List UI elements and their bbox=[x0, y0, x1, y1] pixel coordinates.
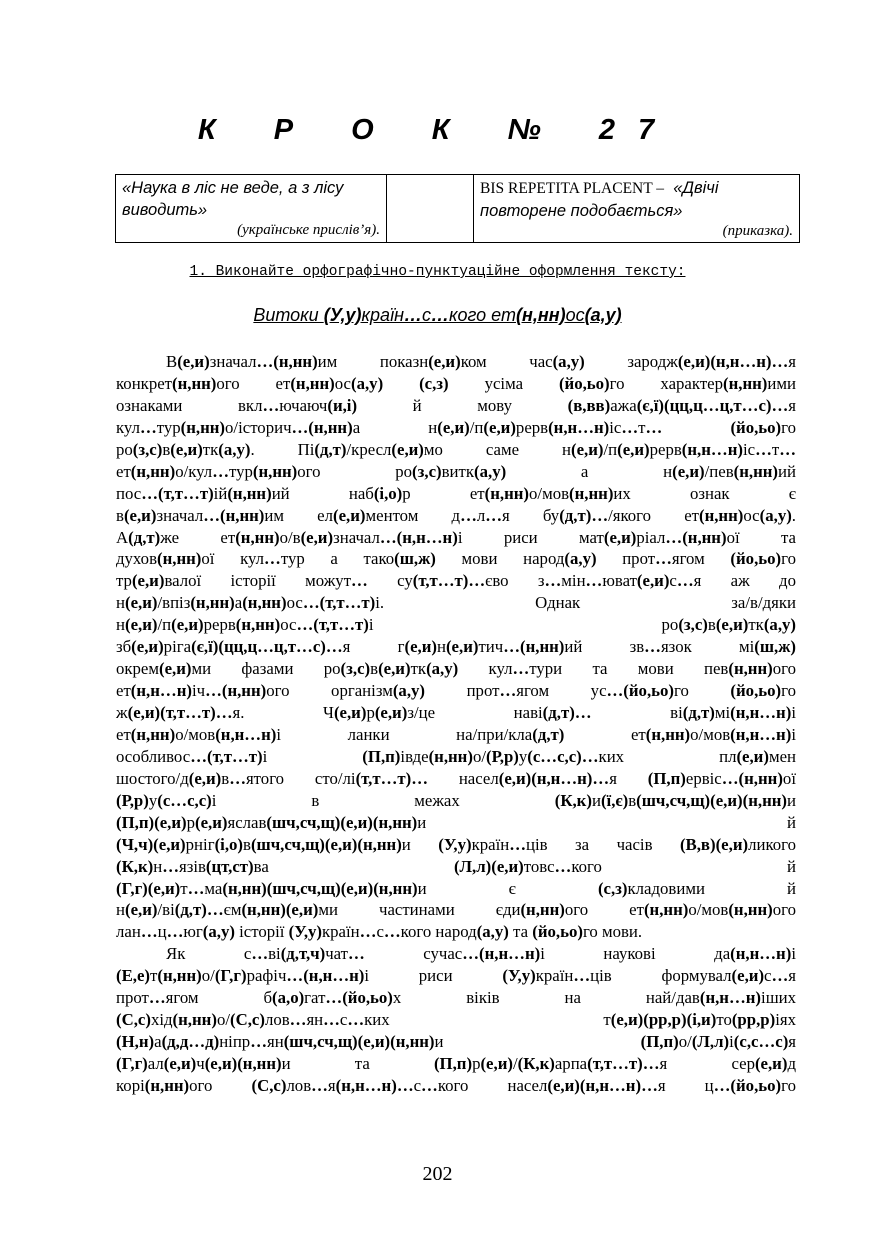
text-line: (Г,г)(е,и)т…ма(н,нн)(шч,сч,щ)(е,и)(н,нн)и є (с,з)кладовими й bbox=[116, 878, 797, 898]
page-title: К Р О К № 27 bbox=[197, 114, 678, 146]
text-line: духов(н,нн)ої кул…тур а тако(ш,ж) мови народ(а,у) прот…ягом (йо,ьо)го bbox=[116, 549, 796, 569]
epigraph-right-quote: «Двічі повторене подобається» bbox=[480, 179, 719, 220]
text-line: конкрет(н,нн)ого ет(н,нн)ос(а,у) (с,з) усіма (йо,ьо)го характер(н,нн)ими bbox=[116, 373, 796, 393]
epigraph-table bbox=[115, 174, 800, 243]
text-line: особливос…(т,т…т)і (П,п)івде(н,нн)о/(Р,р)у(с…с,с)…ких пл(е,и)мен bbox=[116, 746, 797, 766]
text-line: А(д,т)же ет(н,нн)о/в(е,и)значал…(н,н…н)і риси мат(е,и)ріал…(н,нн)ої та bbox=[116, 527, 796, 547]
text-line: н(е,и)/впіз(н,нн)а(н,нн)ос…(т,т…т)і. Однак за/в/дяки bbox=[116, 593, 796, 613]
epigraph-right-source: (приказка). bbox=[722, 223, 793, 239]
text-line: тр(е,и)валої історії можут… су(т,т…т)…єво з…мін…юват(е,и)с…я аж до bbox=[116, 571, 796, 591]
text-line: н(е,и)/ві(д,т)…єм(н,нн)(е,и)ми частинами єди(н,нн)ого ет(н,нн)о/мов(н,нн)ого bbox=[116, 900, 796, 920]
text-line: окрем(е,и)ми фазами ро(з,с)в(е,и)тк(а,у) кул…тури та мови пев(н,нн)ого bbox=[116, 659, 796, 679]
text-line: (С,с)хід(н,нн)о/(С,с)лов…ян…с…ких т(е,и)(рр,р)(і,и)то(рр,р)іях bbox=[116, 1010, 796, 1030]
text-line: прот…ягом б(а,о)гат…(йо,ьо)х віків на най/дав(н,н…н)іших bbox=[116, 988, 796, 1008]
exercise-text bbox=[116, 351, 796, 1097]
text-line: корі(н,нн)ого (С,с)лов…я(н,н…н)…с…кого насел(е,и)(н,н…н)…я ц…(йо,ьо)го bbox=[116, 1075, 796, 1095]
text-line: шостого/д(е,и)в…ятого сто/лі(т,т…т)… насел(е,и)(н,н…н)…я (П,п)ервіс…(н,нн)ої bbox=[116, 768, 796, 788]
epigraph-left-cell bbox=[116, 175, 387, 243]
text-line: в(е,и)значал…(н,нн)им ел(е,и)ментом д…л…я бу(д,т)…/якого ет(н,нн)ос(а,у). bbox=[116, 505, 796, 525]
task-text: 1. Виконайте орфографічно-пунктуаційне оформлення тексту: bbox=[189, 264, 686, 280]
text-line: Як с…ві(д,т,ч)чат… сучас…(н,н…н)і наукові да(н,н…н)і bbox=[166, 944, 796, 964]
text-line: (П,п)(е,и)р(е,и)яслав(шч,сч,щ)(е,и)(н,нн)и й bbox=[116, 812, 796, 832]
text-line: кул…тур(н,нн)о/історич…(н,нн)а н(е,и)/п(е,и)рерв(н,н…н)іс…т… (йо,ьо)го bbox=[116, 417, 796, 437]
text-title: Витоки (У,у)країн…с…кого ет(н,нн)ос(а,у) bbox=[253, 305, 622, 325]
text-heading bbox=[0, 305, 875, 326]
epigraph-left-source: (українське прислів’я). bbox=[237, 222, 380, 238]
text-line: ж(е,и)(т,т…т)…я. Ч(е,и)р(е,и)з/це наві(д,т)… ві(д,т)мі(н,н…н)і bbox=[116, 703, 796, 722]
page-number: 202 bbox=[422, 1163, 453, 1185]
text-line: В(е,и)значал…(н,нн)им показн(е,и)ком час(а,у) зародж(е,и)(н,н…н)…я bbox=[166, 352, 797, 371]
text-line: (Р,р)у(с…с,с)і в межах (К,к)и(ї,є)в(шч,сч,щ)(е,и)(н,нн)и bbox=[116, 790, 796, 810]
text-line: (К,к)н…язів(цт,ст)ва (Л,л)(е,и)товс…кого й bbox=[116, 856, 796, 876]
epigraph-right-latin: BIS REPETITA PLACENT – bbox=[480, 180, 665, 197]
epigraph-left-quote: «Наука в ліс не веде, а з лісу виводить» bbox=[122, 179, 344, 219]
text-line: (Г,г)ал(е,и)ч(е,и)(н,нн)и та (П,п)р(е,и)/(К,к)арпа(т,т…т)…я сер(е,и)д bbox=[116, 1054, 796, 1073]
epigraph-right-cell bbox=[474, 175, 800, 243]
text-line: ро(з,с)в(е,и)тк(а,у). Пі(д,т)/кресл(е,и)мо саме н(е,и)/п(е,и)рерв(н,н…н)іс…т… bbox=[116, 439, 796, 459]
text-line: пос…(т,т…т)ій(н,нн)ий наб(і,о)р ет(н,нн)о/мов(н,нн)их ознак є bbox=[116, 483, 796, 503]
text-line: (Ч,ч)(е,и)рніг(і,о)в(шч,сч,щ)(е,и)(н,нн)и (У,у)країн…ців за часів (В,в)(е,и)ликого bbox=[116, 834, 796, 854]
epigraph-spacer-cell bbox=[387, 175, 474, 243]
text-line: ознаками вкл…ючаюч(и,і) й мову (в,вв)ажа(є,ї)(цц,ц…ц,т…с)…я bbox=[116, 395, 796, 415]
text-line: лан…ц…юг(а,у) історії (У,у)країн…с…кого народ(а,у) та (йо,ьо)го мови. bbox=[116, 922, 643, 942]
text-line: зб(е,и)ріга(є,ї)(цц,ц…ц,т…с)…я г(е,и)н(е,и)тич…(н,нн)ий зв…язок мі(ш,ж) bbox=[116, 637, 796, 657]
text-line: ет(н,нн)о/мов(н,н…н)і ланки на/при/кла(д,т) ет(н,нн)о/мов(н,н…н)і bbox=[116, 724, 796, 744]
text-line: (Е,е)т(н,нн)о/(Г,г)рафіч…(н,н…н)і риси (У,у)країн…ців формувал(е,и)с…я bbox=[116, 966, 796, 986]
text-line: ет(н,н…н)іч…(н,нн)ого організм(а,у) прот…ягом ус…(йо,ьо)го (йо,ьо)го bbox=[116, 681, 796, 701]
text-line: н(е,и)/п(е,и)рерв(н,нн)ос…(т,т…т)і ро(з,с)в(е,и)тк(а,у) bbox=[116, 615, 796, 635]
text-line: (Н,н)а(д,д…д)ніпр…ян(шч,сч,щ)(е,и)(н,нн)и (П,п)о/(Л,л)і(с,с…с)я bbox=[116, 1032, 796, 1052]
text-line: ет(н,нн)о/кул…тур(н,нн)ого ро(з,с)витк(а,у) а н(е,и)/пев(н,нн)ий bbox=[116, 461, 796, 481]
task-instruction bbox=[0, 264, 875, 280]
